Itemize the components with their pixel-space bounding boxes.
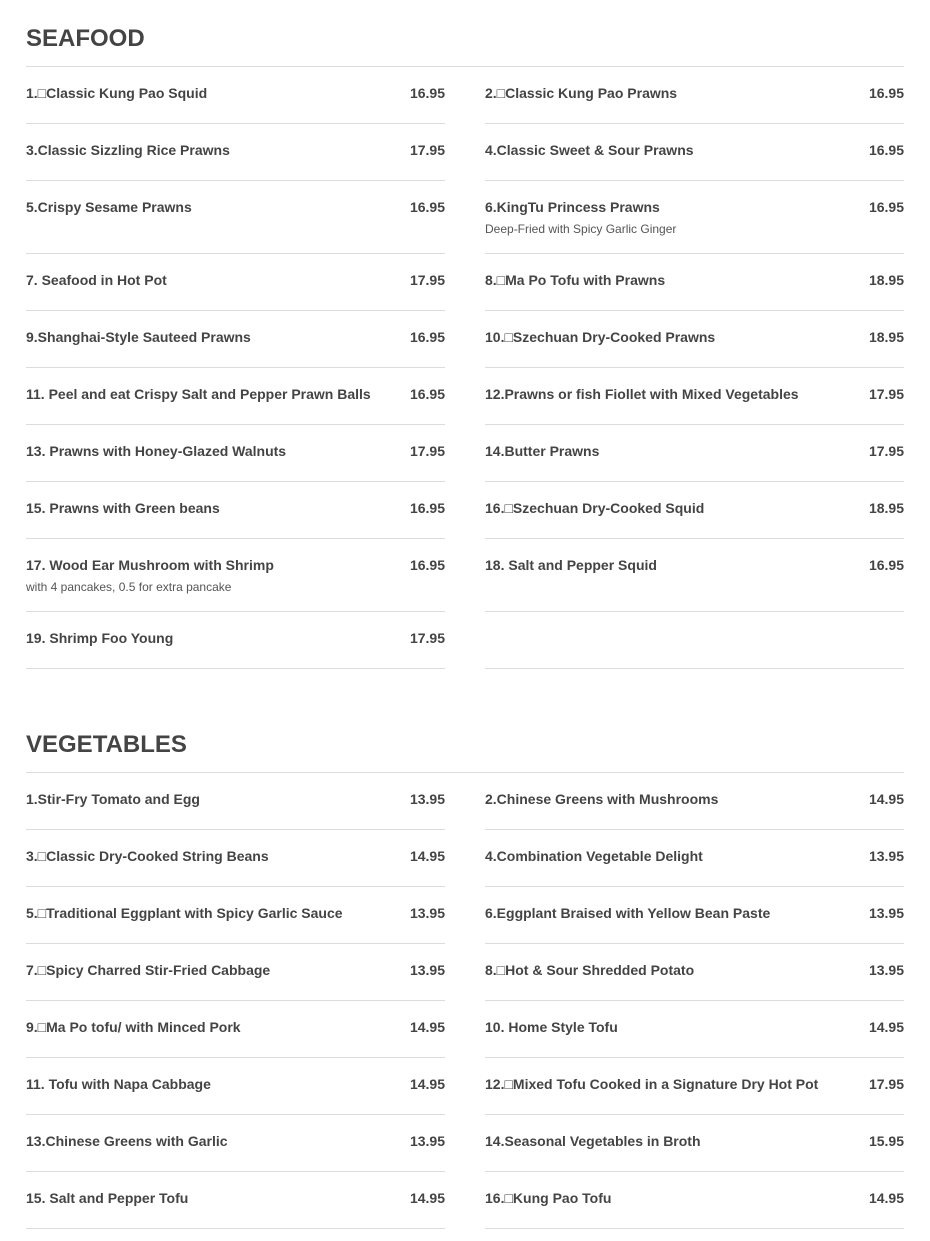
menu-item-name: 13. Prawns with Honey-Glazed Walnuts [26, 443, 287, 459]
menu-item-name: 9.Shanghai-Style Sauteed Prawns [26, 329, 251, 345]
menu-item [26, 482, 445, 539]
menu-item [485, 425, 904, 482]
menu-item-price: 14.95 [868, 1019, 904, 1035]
menu-item-name: 18. Salt and Pepper Squid [485, 557, 657, 573]
menu-item-price: 17.95 [409, 142, 445, 158]
menu-item-name: 11. Tofu with Napa Cabbage [26, 1076, 211, 1092]
menu-item [485, 1001, 904, 1058]
menu-item [485, 887, 904, 944]
menu-item [26, 254, 445, 311]
menu-item-price: 14.95 [409, 1019, 445, 1035]
menu-item [26, 830, 445, 887]
menu-item [26, 1115, 445, 1172]
menu-item [485, 67, 904, 124]
menu-item-name: 9.□Ma Po tofu/ with Minced Pork [26, 1019, 241, 1035]
menu-item-price: 13.95 [409, 962, 445, 978]
menu-item-name: 15. Salt and Pepper Tofu [26, 1190, 189, 1206]
menu-item-name: 19. Shrimp Foo Young [26, 630, 174, 646]
menu-item-price: 16.95 [409, 386, 445, 402]
menu-item-name: 14.Butter Prawns [485, 443, 600, 459]
menu-item-price: 14.95 [409, 848, 445, 864]
seafood-menu-grid [26, 67, 904, 669]
menu-item [26, 1001, 445, 1058]
vegetables-section [26, 732, 904, 1229]
menu-item [485, 368, 904, 425]
menu-item [485, 124, 904, 181]
menu-item-price: 13.95 [868, 848, 904, 864]
menu-item [26, 944, 445, 1001]
menu-item-name: 8.□Hot & Sour Shredded Potato [485, 962, 695, 978]
menu-item-name: 1.Stir-Fry Tomato and Egg [26, 791, 200, 807]
menu-item [26, 887, 445, 944]
menu-item-price: 16.95 [868, 199, 904, 215]
menu-item-name: 5.Crispy Sesame Prawns [26, 199, 192, 215]
menu-item-placeholder [485, 612, 904, 669]
menu-item [26, 311, 445, 368]
menu-item-price: 17.95 [409, 630, 445, 646]
menu-item-price: 14.95 [409, 1076, 445, 1092]
seafood-section [26, 26, 904, 669]
menu-item-price: 17.95 [409, 443, 445, 459]
menu-item-price: 16.95 [409, 500, 445, 516]
menu-item [485, 181, 904, 254]
menu-item-price: 18.95 [868, 272, 904, 288]
menu-item-name: 11. Peel and eat Crispy Salt and Pepper Prawn Balls [26, 386, 371, 402]
menu-item-price: 13.95 [409, 1133, 445, 1149]
menu-item [26, 773, 445, 830]
menu-item-name: 12.□Mixed Tofu Cooked in a Signature Dry Hot Pot [485, 1076, 819, 1092]
menu-item-price: 16.95 [409, 557, 445, 573]
menu-item-description: with 4 pancakes, 0.5 for extra pancake [26, 580, 232, 594]
menu-item-name: 10.□Szechuan Dry-Cooked Prawns [485, 329, 716, 345]
menu-item-price: 17.95 [409, 272, 445, 288]
menu-item [485, 1172, 904, 1229]
menu-item-name: 13.Chinese Greens with Garlic [26, 1133, 228, 1149]
menu-item-name: 5.□Traditional Eggplant with Spicy Garlic Sauce [26, 905, 343, 921]
menu-item-name: 4.Classic Sweet & Sour Prawns [485, 142, 694, 158]
menu-item-price: 16.95 [409, 85, 445, 101]
menu-item-price: 13.95 [409, 791, 445, 807]
menu-item-price: 15.95 [868, 1133, 904, 1149]
menu-item [485, 1058, 904, 1115]
menu-item-name: 7.□Spicy Charred Stir-Fried Cabbage [26, 962, 271, 978]
menu-item-name: 15. Prawns with Green beans [26, 500, 220, 516]
menu-item-price: 16.95 [409, 199, 445, 215]
menu-item-price: 13.95 [868, 962, 904, 978]
menu-item [26, 67, 445, 124]
vegetables-menu-grid [26, 773, 904, 1229]
menu-item-name: 3.Classic Sizzling Rice Prawns [26, 142, 230, 158]
menu-item-name: 1.□Classic Kung Pao Squid [26, 85, 208, 101]
menu-item [485, 539, 904, 612]
menu-item [26, 1058, 445, 1115]
menu-item-price: 16.95 [868, 85, 904, 101]
menu-item [485, 1115, 904, 1172]
menu-item-price: 14.95 [409, 1190, 445, 1206]
menu-item [26, 425, 445, 482]
menu-item-price: 16.95 [868, 142, 904, 158]
menu-item-name: 6.KingTu Princess Prawns [485, 199, 660, 215]
menu-item-name: 16.□Szechuan Dry-Cooked Squid [485, 500, 705, 516]
menu-item [485, 944, 904, 1001]
menu-item-name: 7. Seafood in Hot Pot [26, 272, 167, 288]
menu-item-price: 18.95 [868, 329, 904, 345]
menu-item-price: 14.95 [868, 791, 904, 807]
menu-item-name: 8.□Ma Po Tofu with Prawns [485, 272, 666, 288]
menu-item-price: 17.95 [868, 443, 904, 459]
menu-item [26, 181, 445, 254]
menu-item-name: 4.Combination Vegetable Delight [485, 848, 703, 864]
menu-item-price: 16.95 [409, 329, 445, 345]
menu-item-name: 16.□Kung Pao Tofu [485, 1190, 612, 1206]
menu-item [485, 311, 904, 368]
section-title-vegetables: VEGETABLES [26, 732, 904, 773]
menu-item-name: 2.□Classic Kung Pao Prawns [485, 85, 678, 101]
menu-item [485, 830, 904, 887]
menu-item [26, 612, 445, 669]
menu-item-price: 13.95 [868, 905, 904, 921]
menu-item [485, 773, 904, 830]
menu-item-description: Deep-Fried with Spicy Garlic Ginger [485, 222, 677, 236]
menu-item [26, 539, 445, 612]
menu-item-price: 14.95 [868, 1190, 904, 1206]
menu-item-name: 6.Eggplant Braised with Yellow Bean Paste [485, 905, 771, 921]
menu-item-price: 17.95 [868, 1076, 904, 1092]
menu-item-name: 14.Seasonal Vegetables in Broth [485, 1133, 701, 1149]
menu-item-price: 16.95 [868, 557, 904, 573]
menu-item-price: 18.95 [868, 500, 904, 516]
menu-item-price: 17.95 [868, 386, 904, 402]
section-title-seafood: SEAFOOD [26, 26, 904, 67]
menu-item [485, 482, 904, 539]
menu-item-name: 17. Wood Ear Mushroom with Shrimp [26, 557, 274, 573]
menu-item-name: 2.Chinese Greens with Mushrooms [485, 791, 719, 807]
menu-item-name: 12.Prawns or fish Fiollet with Mixed Vegetables [485, 386, 799, 402]
menu-item-name: 10. Home Style Tofu [485, 1019, 618, 1035]
menu-item-price: 13.95 [409, 905, 445, 921]
menu-item [26, 368, 445, 425]
menu-item [26, 124, 445, 181]
menu-item-name: 3.□Classic Dry-Cooked String Beans [26, 848, 269, 864]
menu-item [26, 1172, 445, 1229]
menu-item [485, 254, 904, 311]
